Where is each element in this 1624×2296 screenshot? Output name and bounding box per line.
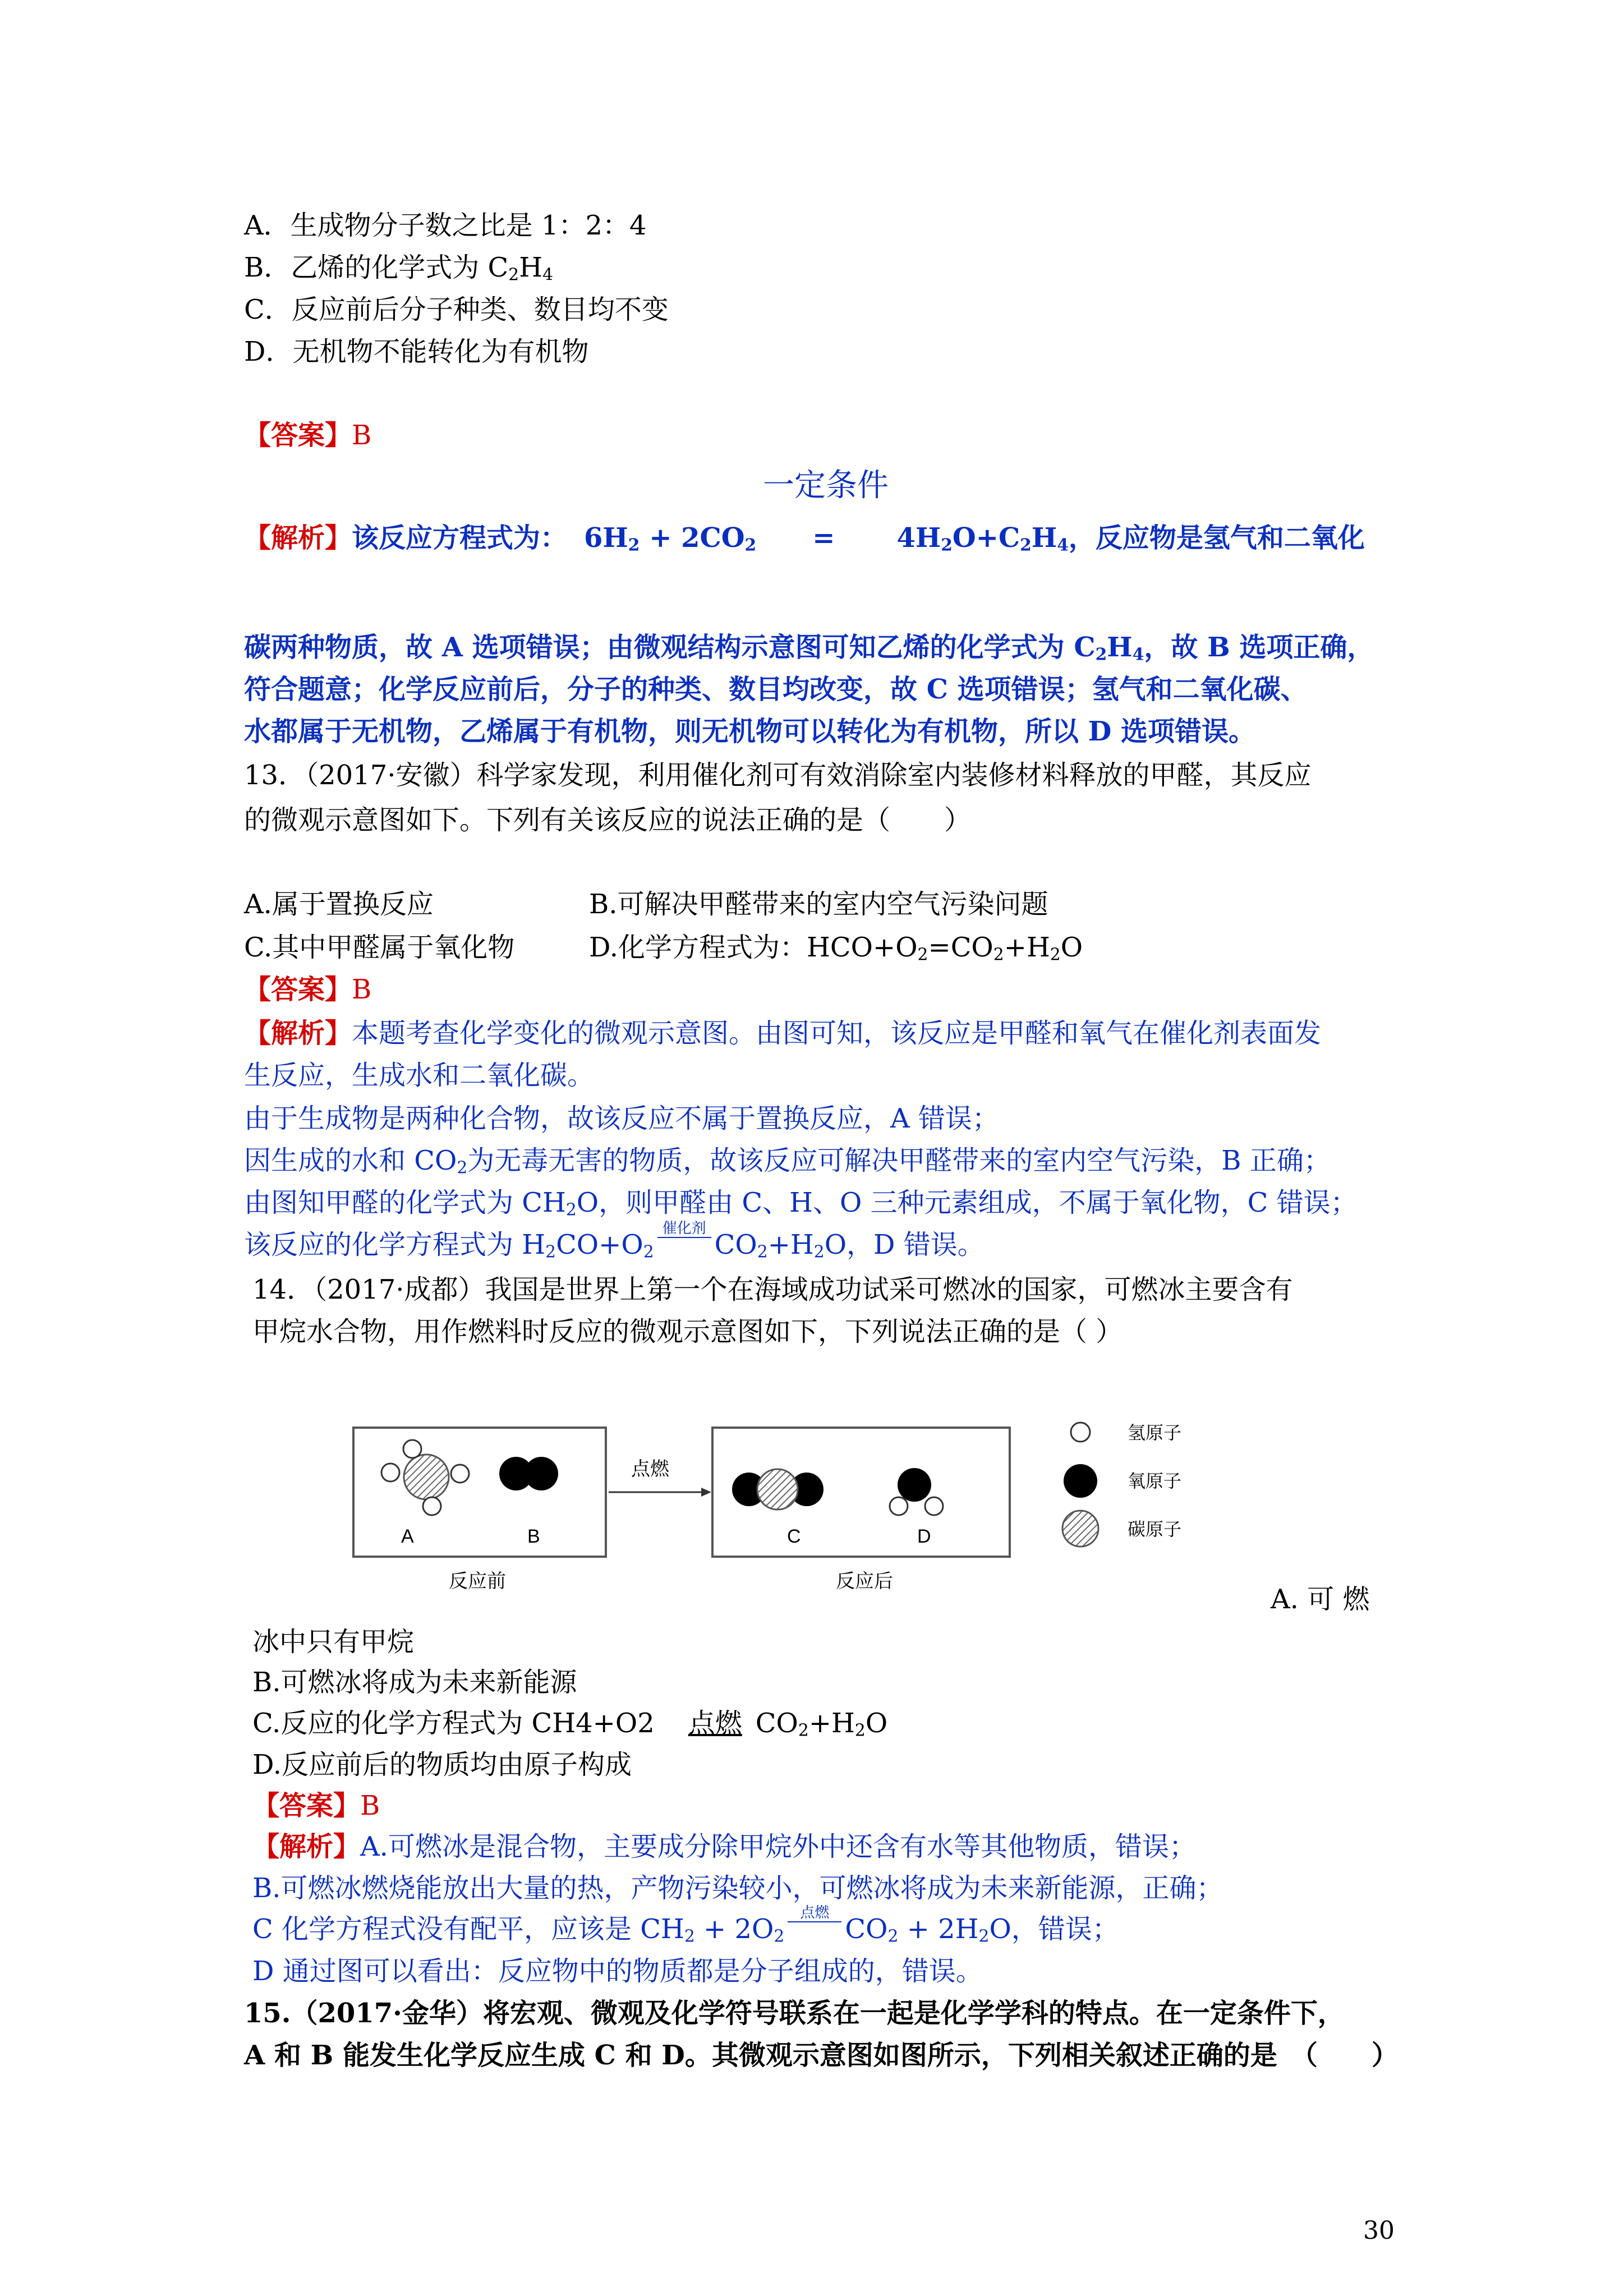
- q12-analysis-line4: 水都属于无机物，乙烯属于有机物，则无机物可以转化为有机物，所以 D 选项错误。: [244, 716, 1256, 747]
- q13-analysis-line4: 因生成的水和 $CO_2$为无毒无害的物质，故该反应可解决甲醛带来的室内空气污染，B 正确；: [244, 1145, 1331, 1178]
- q12-analysis-line1: 【解析】该反应方程式为： $6H_2 + 2CO_2 = 4H_2O+C_2H_4$，反应物是氢气和二氧化: [244, 522, 1365, 555]
- q13-analysis-line5: 由图知甲醛的化学式为 $CH_2O$，则甲醛由 C、H、O 三种元素组成，不属于氧化物，C 错误；: [244, 1187, 1358, 1220]
- q13-analysis-line2: 生反应，生成水和二氧化碳。: [244, 1060, 595, 1091]
- q15-stem-line2: A 和 B 能发生化学反应生成 C 和 D。其微观示意图如图所示，下列相关叙述正确的是 （ ）: [244, 2040, 1398, 2071]
- q12-option-c: C．反应前后分子种类、数目均不变: [244, 294, 669, 325]
- q14-stem-line1: 14．（2017·成都）我国是世界上第一个在海域成功试采可燃冰的国家，可燃冰主要含有: [252, 1274, 1293, 1305]
- label-d: D: [917, 1526, 931, 1547]
- q13-stem-line1: 13．（2017·安徽）科学家发现，利用催化剂可有效消除室内装修材料释放的甲醛，其反应: [244, 760, 1312, 791]
- before-box: [353, 1428, 606, 1557]
- label-a: A: [401, 1526, 414, 1547]
- legend-hydrogen-icon: [1071, 1423, 1090, 1442]
- q14-option-b: B.可燃冰将成为未来新能源: [252, 1667, 577, 1698]
- carbon-dioxide-molecule: [732, 1469, 823, 1510]
- q12-reaction-condition: 一定条件: [763, 467, 889, 504]
- q12-analysis-line3: 符合题意；化学反应前后，分子的种类、数目均改变，故 C 选项错误；氢气和二氧化碳、: [244, 674, 1308, 705]
- q14-analysis-line3: C 化学方程式没有配平，应该是 $CH_2 + 2O_2$ 点燃 $CO_2 + 2H_2O$，错误；: [252, 1904, 1119, 1947]
- q13-analysis-line1: 【解析】本题考查化学变化的微观示意图。由图可知，该反应是甲醛和氧气在催化剂表面发: [244, 1018, 1322, 1049]
- legend-carbon: 碳原子: [1128, 1519, 1182, 1539]
- q14-option-d: D.反应前后的物质均由原子构成: [252, 1749, 632, 1780]
- label-before: 反应前: [449, 1571, 506, 1592]
- q12-answer: 【答案】B: [244, 420, 372, 451]
- q14-analysis-line1: 【解析】A.可燃冰是混合物，主要成分除甲烷外中还含有水等其他物质，错误；: [252, 1831, 1196, 1862]
- q13-analysis-line3: 由于生成物是两种化合物，故该反应不属于置换反应，A 错误；: [244, 1103, 999, 1134]
- legend-oxygen-icon: [1064, 1464, 1097, 1498]
- q14-option-c: C.反应的化学方程式为 CH4+O2 点燃 $CO_2+H_2O$: [252, 1708, 888, 1741]
- q14-option-a-start: A. 可 燃: [1271, 1584, 1370, 1615]
- q14-answer: 【答案】B: [252, 1790, 380, 1821]
- q13-answer: 【答案】B: [244, 974, 372, 1005]
- q14-reaction-diagram: [348, 1416, 1273, 1596]
- q13-option-d: D.化学方程式为：$HCO+O_2=CO_2+H_2O$: [589, 932, 1083, 965]
- q12-option-b: B．乙烯的化学式为 $C_2H_4$: [244, 252, 553, 285]
- legend-hydrogen: 氢原子: [1128, 1423, 1182, 1443]
- q13-option-b: B.可解决甲醛带来的室内空气污染问题: [589, 889, 1048, 920]
- arrow-label: 点燃: [631, 1458, 669, 1480]
- q15-stem-line1: 15.（2017·金华）将宏观、微观及化学符号联系在一起是化学学科的特点。在一定条件下，: [244, 1998, 1345, 2029]
- q13-stem-line2: 的微观示意图如下。下列有关该反应的说法正确的是（ ）: [244, 804, 972, 836]
- q14-analysis-line2: B.可燃冰燃烧能放出大量的热，产物污染较小，可燃冰将成为未来新能源，正确；: [252, 1872, 1223, 1904]
- page-number: 30: [1363, 2216, 1395, 2245]
- q12-analysis-line2: 碳两种物质，故 A 选项错误；由微观结构示意图可知乙烯的化学式为 $C_2H_4$，故 B 选项正确，: [244, 632, 1374, 665]
- label-c: C: [787, 1526, 801, 1547]
- legend-carbon-icon: [1062, 1511, 1098, 1547]
- q12-option-a: A．生成物分子数之比是 1：2：4: [244, 210, 647, 241]
- arrow-head: [701, 1488, 711, 1497]
- q12-option-d: D．无机物不能转化为有机物: [244, 336, 589, 367]
- q13-option-c: C.其中甲醛属于氧化物: [244, 932, 515, 963]
- q14-option-a-end: 冰中只有甲烷: [252, 1626, 415, 1658]
- q13-option-a: A.属于置换反应: [244, 889, 434, 920]
- q14-analysis-line4: D 通过图可以看出：反应物中的物质都是分子组成的，错误。: [252, 1955, 983, 1987]
- label-b: B: [527, 1526, 540, 1547]
- q13-analysis-line6: 该反应的化学方程式为 $H_2CO+O_2$ 催化剂 $CO_2+H_2O$，D 错误。: [244, 1220, 984, 1262]
- q14-stem-line2: 甲烷水合物，用作燃料时反应的微观示意图如下，下列说法正确的是（ ）: [252, 1316, 1123, 1347]
- legend-oxygen: 氧原子: [1128, 1471, 1182, 1491]
- label-after: 反应后: [836, 1571, 893, 1592]
